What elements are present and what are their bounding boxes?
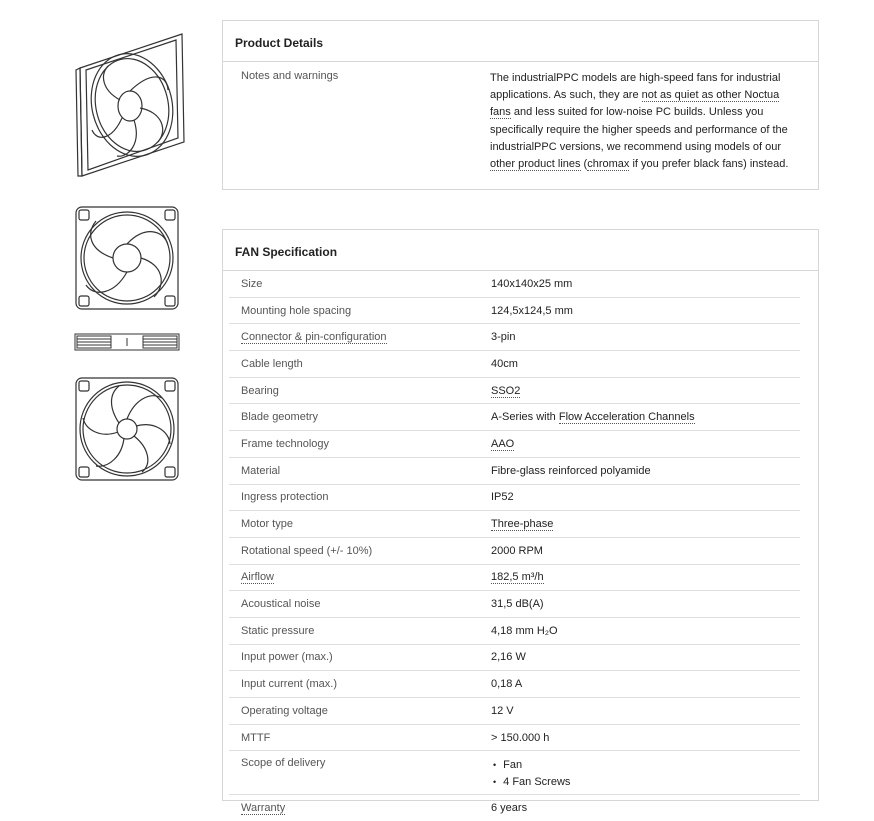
spec-label: Mounting hole spacing: [241, 304, 352, 317]
spec-row-blade-geometry: [229, 404, 800, 431]
spec-value: [491, 571, 544, 583]
spec-value: 3-pin: [491, 331, 516, 344]
spec-value: 4,18 mm H₂O: [491, 624, 558, 637]
spec-row-static-pressure: [229, 618, 800, 645]
spec-row-motor-type: [229, 511, 800, 538]
spec-value-prefix: A-Series with: [491, 411, 559, 424]
fan-specification-panel: [222, 229, 819, 815]
notes-text: [490, 70, 800, 173]
spec-row-input-current: [229, 671, 800, 698]
spec-row-mounting-hole-spacing: [229, 298, 800, 325]
spec-row-operating-voltage: [229, 698, 800, 725]
spec-label: Ingress protection: [241, 491, 329, 504]
spec-label: Motor type: [241, 518, 293, 531]
spec-label: Blade geometry: [241, 411, 319, 424]
spec-label: Cable length: [241, 357, 303, 370]
airflow-value-link[interactable]: 182,5 m³/h: [491, 571, 544, 584]
spec-value: Fibre-glass reinforced polyamide: [491, 464, 651, 477]
other-product-lines-link[interactable]: other product lines: [490, 158, 581, 171]
notes-label: Notes and warnings: [241, 70, 339, 82]
fan-specification-title: FAN Specification: [223, 230, 818, 271]
airflow-link[interactable]: Airflow: [241, 571, 275, 584]
spec-row-mttf: [229, 725, 800, 752]
spec-value: 2000 RPM: [491, 544, 543, 557]
spec-label: [229, 802, 491, 814]
not-as-quiet-link[interactable]: not as quiet as other Noctua fans: [490, 89, 780, 119]
chromax-link[interactable]: chromax: [587, 158, 630, 171]
notes-row: [223, 62, 818, 179]
fan-back-thumbnail[interactable]: [74, 376, 180, 482]
spec-label: Input power (max.): [241, 651, 333, 664]
spec-row-cable-length: [229, 351, 800, 378]
spec-label: Frame technology: [241, 437, 330, 450]
spec-label: Input current (max.): [241, 678, 337, 691]
spec-label: [229, 571, 491, 583]
fan-front-thumbnail[interactable]: [74, 205, 180, 311]
spec-row-acoustical-noise: [229, 591, 800, 618]
spec-value: 0,18 A: [491, 678, 523, 691]
spec-value: 40cm: [491, 357, 518, 370]
fan-perspective-thumbnail[interactable]: [72, 30, 190, 180]
spec-row-material: [229, 458, 800, 485]
spec-row-ingress-protection: [229, 485, 800, 512]
spec-value: > 150.000 h: [491, 731, 550, 744]
warranty-link[interactable]: Warranty: [241, 802, 286, 815]
spec-row-scope-of-delivery: [229, 751, 800, 795]
spec-value: [491, 518, 553, 530]
spec-label: Operating voltage: [241, 704, 328, 717]
spec-value: 6 years: [491, 802, 528, 815]
spec-row-connector: [229, 324, 800, 351]
spec-value: [491, 385, 520, 397]
spec-row-input-power: [229, 645, 800, 672]
spec-row-bearing: [229, 378, 800, 405]
spec-value: 31,5 dB(A): [491, 598, 544, 611]
three-phase-link[interactable]: Three-phase: [491, 518, 554, 531]
spec-value: IP52: [491, 491, 514, 504]
aao-link[interactable]: AAO: [491, 437, 515, 450]
spec-label: Acoustical noise: [241, 598, 321, 611]
spec-row-size: [229, 271, 800, 298]
spec-value: 2,16 W: [491, 651, 526, 664]
notes-text-part: and less suited for low-noise PC builds. Unless you specifically require the higher speeds and performance of the industrialPPC versions, we recommend using models of our: [490, 106, 788, 153]
product-details-panel: [222, 20, 819, 190]
connector-link[interactable]: Connector & pin-configuration: [241, 331, 387, 344]
spec-label: Material: [241, 464, 281, 477]
notes-text-part: The industrialPPC models are high-speed fans for industrial applications. As such, they are: [490, 72, 781, 102]
spec-label: Static pressure: [241, 624, 315, 637]
delivery-list: [491, 757, 570, 791]
sso2-link[interactable]: SSO2: [491, 384, 521, 397]
spec-label: Size: [241, 277, 263, 290]
list-item: • 4 Fan Screws: [505, 774, 570, 791]
spec-row-frame-technology: [229, 431, 800, 458]
spec-table: [223, 271, 818, 821]
spec-label: Rotational speed (+/- 10%): [241, 544, 373, 557]
notes-text-part: if you prefer black fans) instead.: [629, 158, 789, 171]
spec-label: MTTF: [241, 731, 271, 744]
spec-label: [229, 331, 491, 343]
flow-acceleration-channels-link[interactable]: Flow Acceleration Channels: [558, 411, 695, 424]
product-details-title: Product Details: [223, 21, 818, 62]
spec-value: [491, 438, 514, 450]
spec-value: 124,5x124,5 mm: [491, 304, 573, 317]
spec-value: [491, 757, 570, 791]
spec-label: Scope of delivery: [241, 757, 326, 770]
notes-text-part: (: [580, 158, 588, 171]
spec-row-warranty: [229, 795, 800, 821]
spec-label: Bearing: [241, 384, 279, 397]
spec-row-airflow: [229, 565, 800, 592]
fan-side-thumbnail[interactable]: [74, 331, 180, 353]
list-item: • Fan: [505, 757, 570, 774]
spec-value: [491, 411, 695, 423]
spec-value: 12 V: [491, 704, 514, 717]
spec-row-rotational-speed: [229, 538, 800, 565]
spec-value: 140x140x25 mm: [491, 277, 573, 290]
